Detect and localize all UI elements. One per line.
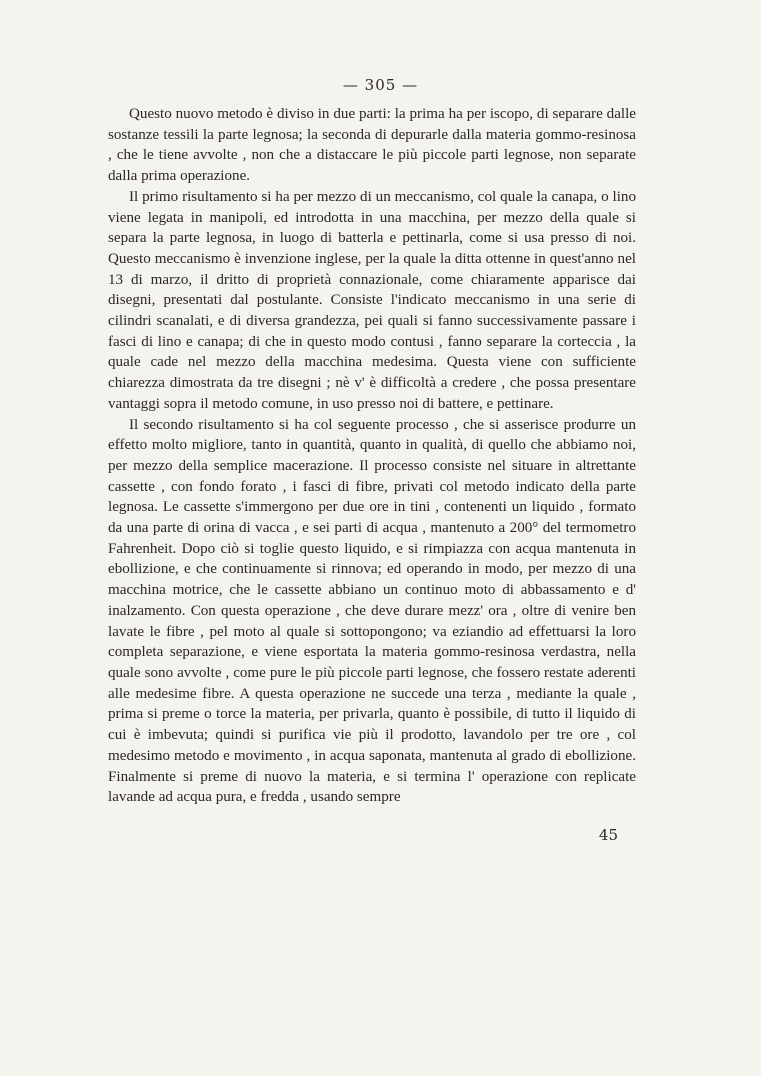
paragraph-2: Il primo risultamento si ha per mezzo di un meccanismo, col quale la canapa, o lino viene legata in manipoli, ed introdotta in una macchina, per mezzo della quale si separa la parte legnosa, in luogo di batterla e pettinarla, come si usa presso di noi. Questo meccanismo è invenzione inglese, per la quale la ditta ottenne in quest'anno nel 13 di marzo, il dritto di proprietà connazionale, come chiaramente apparisce dai disegni, presentati dal postulante. Consiste l'indicato meccanismo in una serie di cilindri scanalati, e di diversa grandezza, pei quali si fanno successivamente passare i fasci di lino e canapa; di che in questo modo contusi , fanno separare la corteccia , la quale cade nel mezzo della macchina medesima. Questa viene con sufficiente chiarezza dimostrata da tre disegni ; nè v' è difficoltà a credere , che possa presentare vantaggi sopra il metodo comune, in uso presso noi di battere, e pettinare. <box>108 188 636 412</box>
body-text <box>108 104 636 808</box>
signature-mark: 45 <box>598 826 618 844</box>
page-number-header: — 305 — <box>342 76 419 94</box>
paragraph-3: Il secondo risultamento si ha col seguente processo , che si asserisce produrre un effetto molto migliore, tanto in quantità, quanto in qualità, di quello che abbiamo noi, per mezzo della semplice macerazione. Il processo consiste nel situare in altrettante cassette , con fondo forato , i fasci di fibre, privati col metodo indicato della parte legnosa. Le cassette s'immergono per due ore in tini , contenenti un liquido , formato da una parte di orina di vacca , e sei parti di acqua , mantenuto a 200° del termometro Fahrenheit. Dopo ciò si toglie questo liquido, e si rimpiazza con acqua mantenuta in ebollizione, e che continuamente si rinnova; ed operando in modo, per mezzo di una macchina motrice, che le cassette abbiano un continuo moto di abbassamento e d' inalzamento. Con questa operazione , che deve durare mezz' ora , oltre di venire ben lavate le fibre , pel moto al quale si sottopongono; va eziandio ad effettuarsi la loro completa separazione, e viene esportata la materia gommo-resinosa verdastra, nella quale sono avvolte , come pure le più piccole parti legnose, che fossero restate aderenti alle medesime fibre. A questa operazione ne succede una terza , mediante la quale , prima si preme o torce la materia, per privarla, quanto è possibile, di tutto il liquido di cui è imbevuta; quindi si purifica vie più il prodotto, lavandolo per tre ore , col medesimo metodo e movimento , in acqua saponata, mantenuta al grado di ebollizione. Finalmente si preme di nuovo la materia, e si termina l' operazione con replicate lavande ad acqua pura, e fredda , usando sempre <box>108 416 636 806</box>
paragraph-1: Questo nuovo metodo è diviso in due parti: la prima ha per iscopo, di separare dalle sostanze tessili la parte legnosa; la seconda di depurarle dalla materia gommo-resinosa , che le tiene avvolte , non che a distaccare le più piccole parti legnose, non separate dalla prima operazione. <box>108 106 636 185</box>
